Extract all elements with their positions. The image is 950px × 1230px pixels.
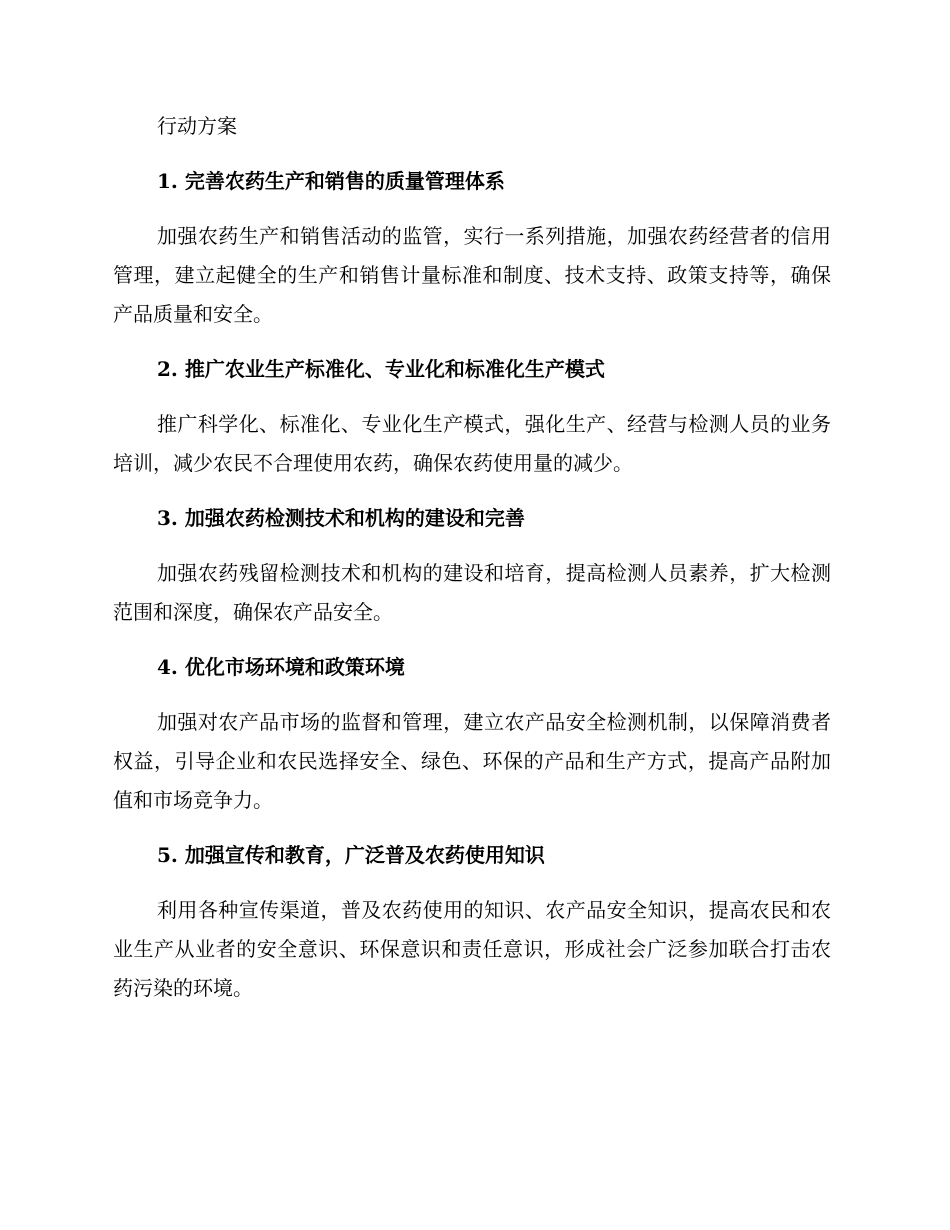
section-heading-4: 4. 优化市场环境和政策环境: [157, 655, 405, 679]
section-body-5: 利用各种宣传渠道，普及农药使用的知识、农产品安全知识，提高农民和农业生产从业者的安全意识、环保意识和责任意识，形成社会广泛参加联合打击农药污染的环境。: [113, 898, 831, 1000]
section-heading-5: 5. 加强宣传和教育，广泛普及农药使用知识: [157, 843, 545, 867]
section-heading-3: 3. 加强农药检测技术和机构的建设和完善: [157, 506, 525, 530]
document-page: [113, 107, 831, 1008]
document-title: 行动方案: [157, 114, 237, 138]
section-heading-1: 1. 完善农药生产和销售的质量管理体系: [157, 169, 505, 193]
section-body-2: 推广科学化、标准化、专业化生产模式，强化生产、经营与检测人员的业务培训，减少农民不合理使用农药，确保农药使用量的减少。: [113, 412, 831, 475]
section-body-1: 加强农药生产和销售活动的监管，实行一系列措施，加强农药经营者的信用管理，建立起健全的生产和销售计量标准和制度、技术支持、政策支持等，确保产品质量和安全。: [113, 224, 831, 326]
section-body-3: 加强农药残留检测技术和机构的建设和培育，提高检测人员素养，扩大检测范围和深度，确保农产品安全。: [113, 561, 831, 624]
section-body-4: 加强对农产品市场的监督和管理，建立农产品安全检测机制，以保障消费者权益，引导企业和农民选择安全、绿色、环保的产品和生产方式，提高产品附加值和市场竞争力。: [113, 710, 831, 812]
section-heading-2: 2. 推广农业生产标准化、专业化和标准化生产模式: [157, 357, 605, 381]
